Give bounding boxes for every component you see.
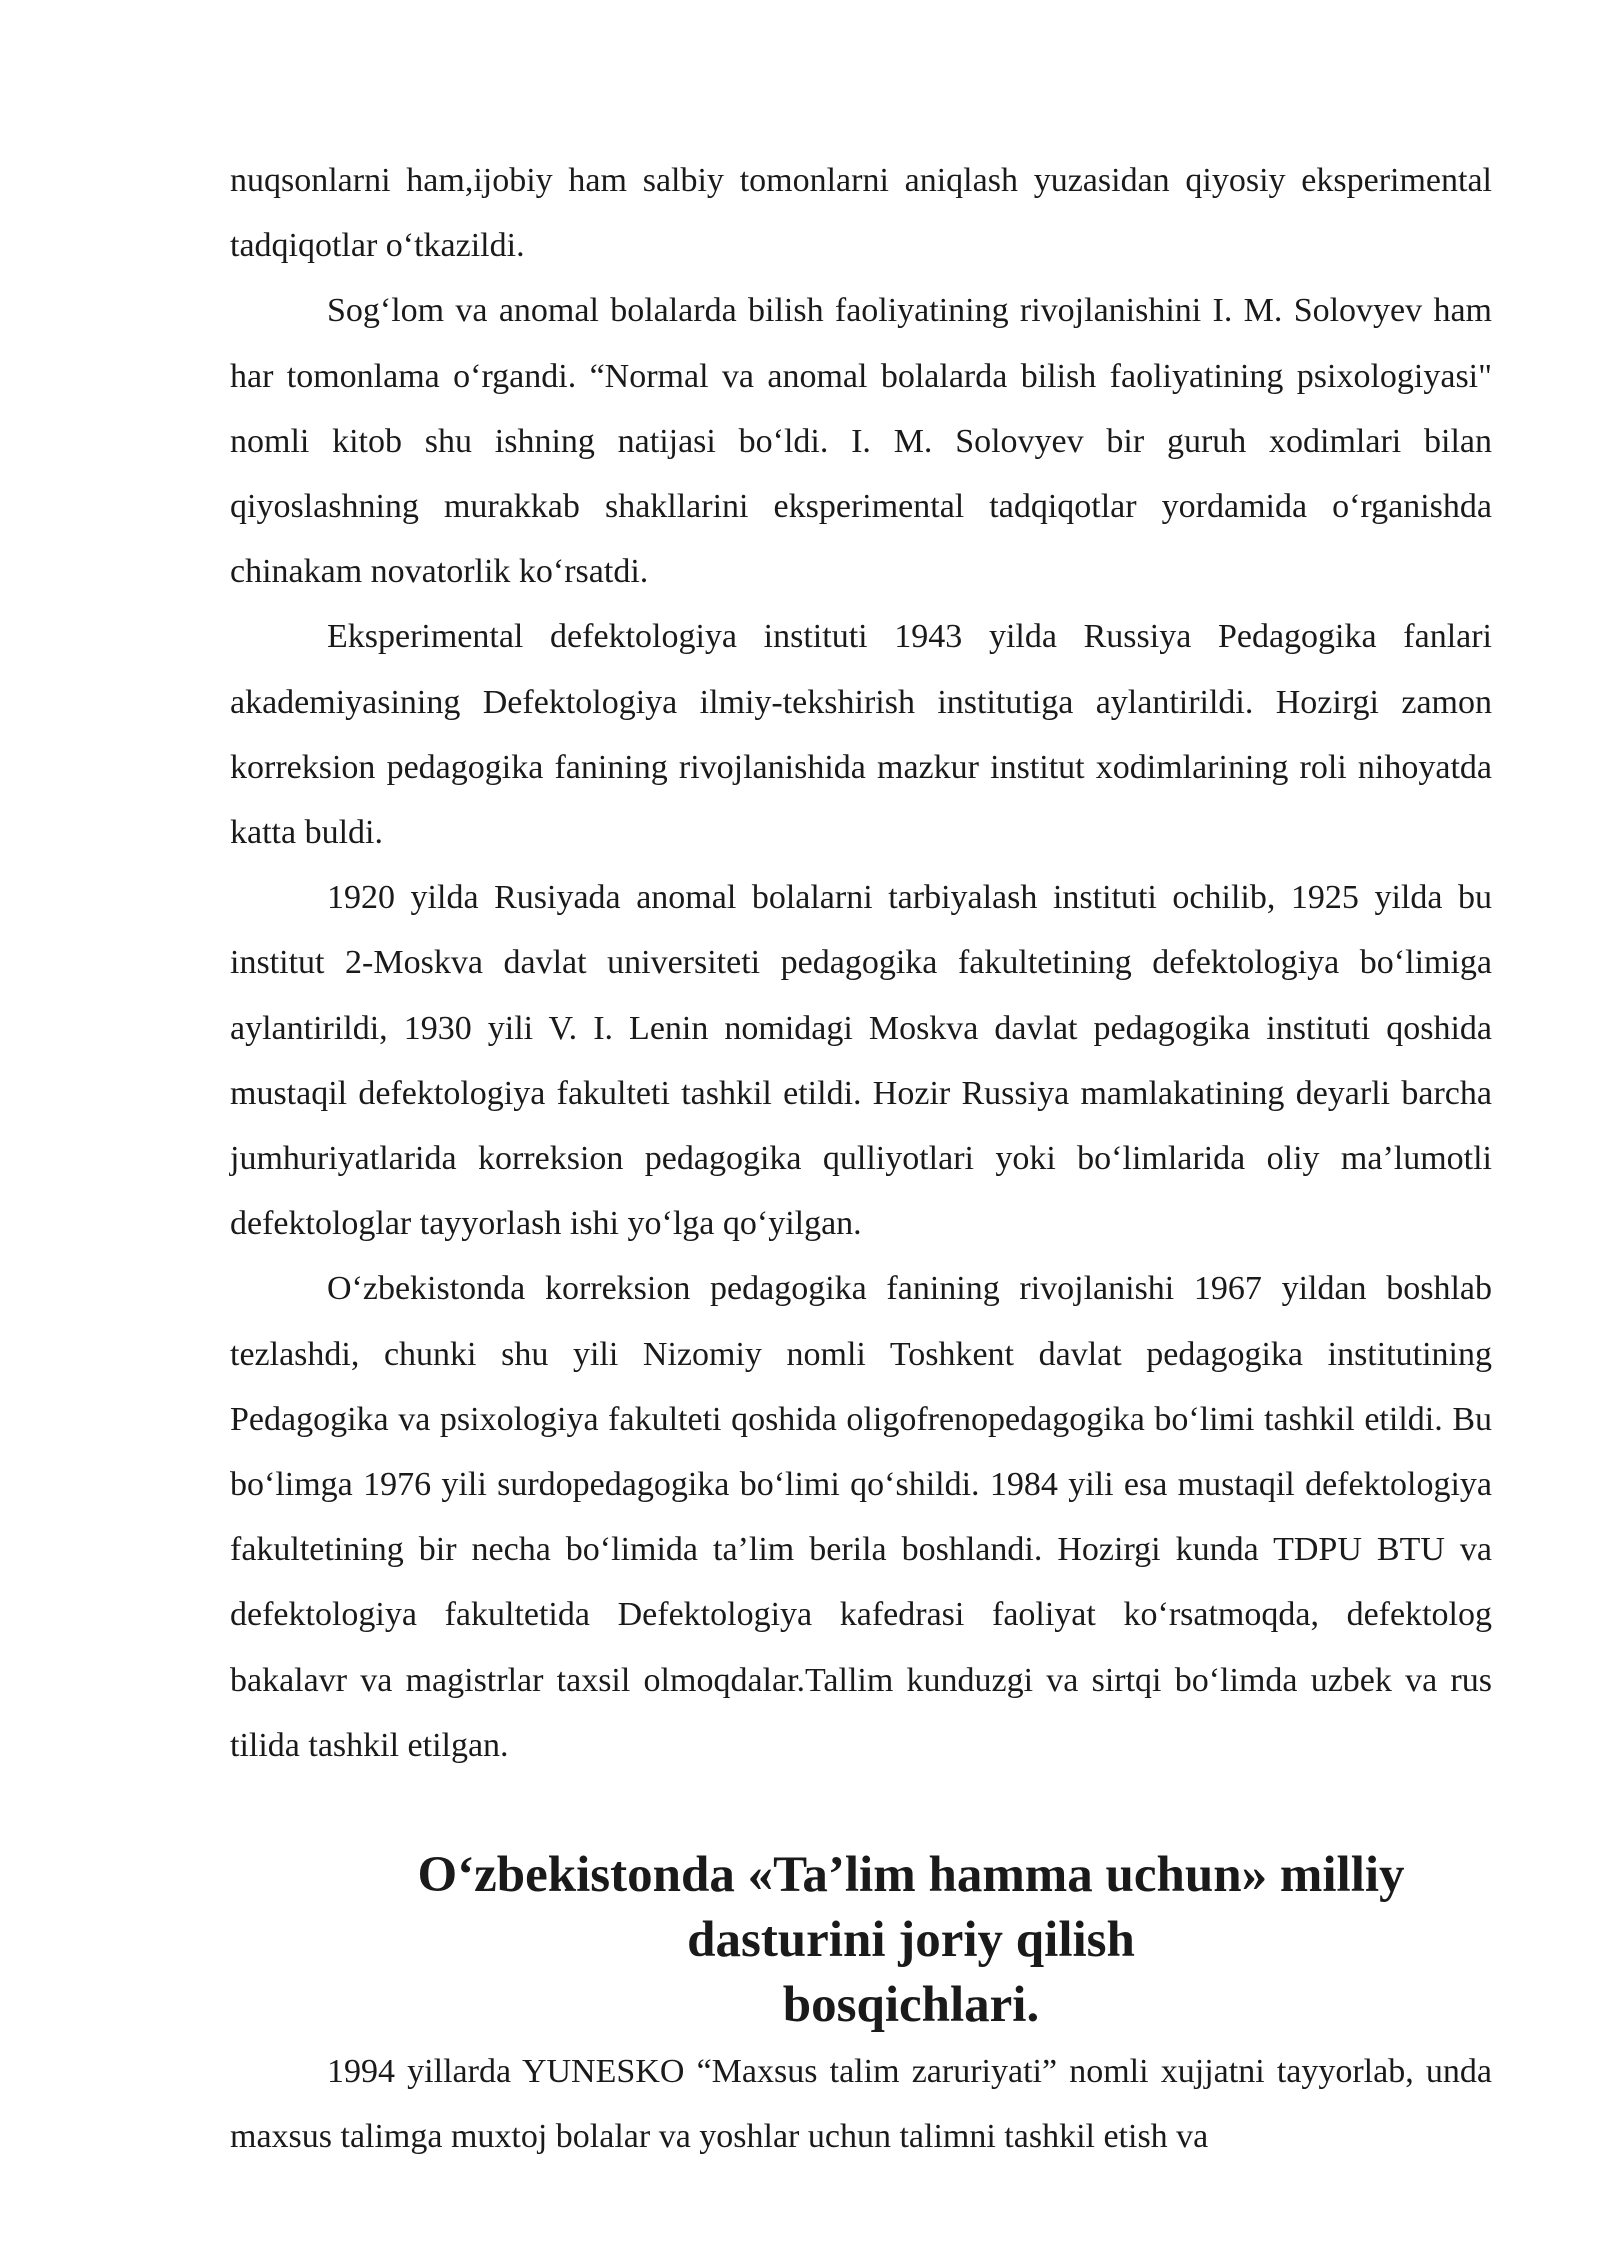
paragraph-russia-1920: 1920 yilda Rusiyada anomal bolalarni tarbiyalash instituti ochilib, 1925 yilda bu institut 2-Moskva davlat universiteti pedagogika fakultetining defektologiya bo‘limiga aylantirildi, 1930 yili V. I. Lenin nomidagi Moskva davlat pedagogika instituti qoshida mustaqil defektologiya fakulteti tashkil etildi. Hozir Russiya mamlakatining deyarli barcha jumhuriyatlarida korreksion pedagogika qulliyotlari yoki bo‘limlarida oliy ma’lumotli defektologlar tayyorlash ishi yo‘lga qo‘yilgan. — [230, 879, 1492, 1243]
section-heading-line2: bosqichlari. — [782, 1977, 1040, 2034]
document-body — [230, 148, 1492, 2169]
paragraph-institute-1943: Eksperimental defektologiya instituti 1943 yilda Russiya Pedagogika fanlari akademiyasining Defektologiya ilmiy-tekshirish institutiga aylantirildi. Hozirgi zamon korreksion pedagogika fanining rivojlanishida mazkur institut xodimlarining roli nihoyatda katta buldi. — [230, 618, 1492, 852]
section-heading — [230, 1843, 1492, 2039]
section-spacer — [230, 1778, 1492, 1843]
paragraph-solovyev: Sog‘lom va anomal bolalarda bilish faoliyatining rivojlanishini I. M. Solovyev ham har tomonlama o‘rgandi. “Normal va anomal bolalarda bilish faoliyatining psixologiyasi" nomli kitob shu ishning natijasi bo‘ldi. I. M. Solovyev bir guruh xodimlari bilan qiyoslashning murakkab shakllarini eksperimental tadqiqotlar yordamida o‘rganishda chinakam novatorlik ko‘rsatdi. — [230, 292, 1492, 591]
section-heading-line1: O‘zbekistonda «Ta’lim hamma uchun» milliy dasturini joriy qilish — [417, 1847, 1405, 1969]
paragraph-uzbekistan-1967: O‘zbekistonda korreksion pedagogika fanining rivojlanishi 1967 yildan boshlab tezlashdi, chunki shu yili Nizomiy nomli Toshkent davlat pedagogika institutining Pedagogika va psixologiya fakulteti qoshida oligofrenopedagogika bo‘limi tashkil etildi. Bu bo‘limga 1976 yili surdopedagogika bo‘limi qo‘shildi. 1984 yili esa mustaqil defektologiya fakultetining bir necha bo‘limida ta’lim berila boshlandi. Hozirgi kunda TDPU BTU va defektologiya fakultetida Defektologiya kafedrasi faoliyat ko‘rsatmoqda, defektolog bakalavr va magistrlar taxsil olmoqdalar.Tallim kunduzgi va sirtqi bo‘limda uzbek va rus tilida tashkil etilgan. — [230, 1270, 1492, 1764]
paragraph-unesco-1994: 1994 yillarda YUNESKO “Maxsus talim zaruriyati” nomli xujjatni tayyorlab, unda maxsus talimga muxtoj bolalar va yoshlar uchun talimni tashkil etish va — [230, 2052, 1492, 2155]
paragraph-continuation: nuqsonlarni ham,ijobiy ham salbiy tomonlarni aniqlash yuzasidan qiyosiy eksperimental tadqiqotlar o‘tkazildi. — [230, 162, 1492, 265]
